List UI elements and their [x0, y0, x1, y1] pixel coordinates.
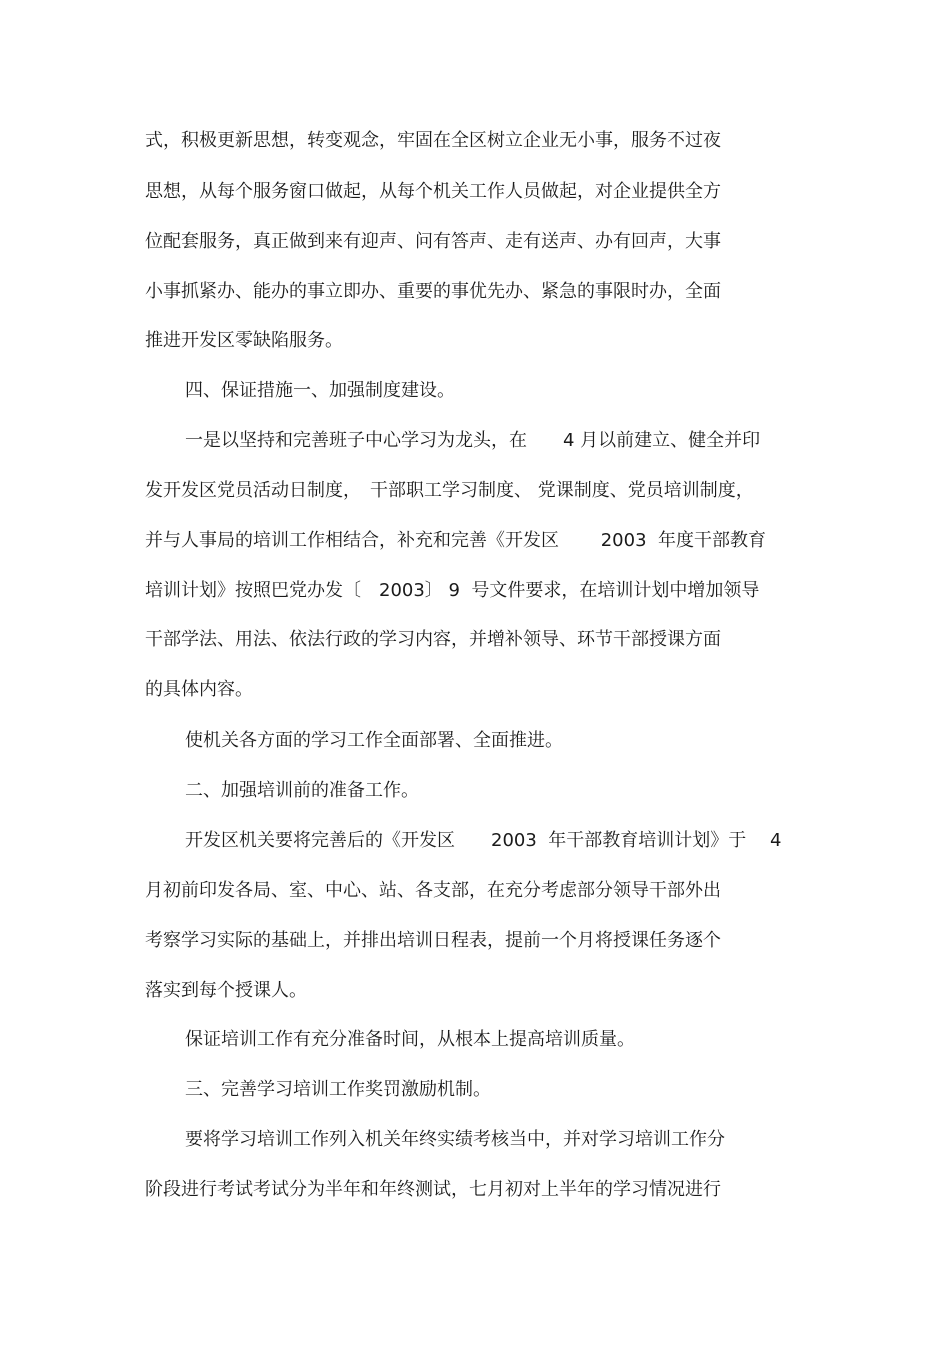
body-text-line: 并与人事局的培训工作相结合，补充和完善《开发区 2003 年度干部教育 [145, 530, 766, 551]
section-heading: 四、保证措施一、加强制度建设。 [185, 380, 455, 401]
body-text-line: 的具体内容。 [145, 679, 253, 700]
body-text-line: 开发区机关要将完善后的《开发区 2003 年干部教育培训计划》于 4 [185, 830, 782, 851]
body-text-line: 保证培训工作有充分准备时间，从根本上提高培训质量。 [185, 1029, 635, 1050]
body-text-line: 干部学法、用法、依法行政的学习内容，并增补领导、环节干部授课方面 [145, 629, 721, 650]
body-text-line: 落实到每个授课人。 [145, 980, 307, 1001]
body-text-line: 推进开发区零缺陷服务。 [145, 330, 343, 351]
body-text-line: 考察学习实际的基础上，并排出培训日程表，提前一个月将授课任务逐个 [145, 930, 721, 951]
section-heading: 二、加强培训前的准备工作。 [185, 780, 419, 801]
section-heading: 三、完善学习培训工作奖罚激励机制。 [185, 1079, 491, 1100]
body-text-line: 培训计划》按照巴党办发〔 2003〕 9 号文件要求，在培训计划中增加领导 [145, 580, 760, 601]
body-text-line: 使机关各方面的学习工作全面部署、全面推进。 [185, 730, 563, 751]
body-text-line: 小事抓紧办、能办的事立即办、重要的事优先办、紧急的事限时办，全面 [145, 281, 721, 302]
body-text-line: 位配套服务，真正做到来有迎声、问有答声、走有送声、办有回声，大事 [145, 231, 721, 252]
body-text-line: 式，积极更新思想，转变观念，牢固在全区树立企业无小事，服务不过夜 [145, 130, 721, 151]
body-text-line: 阶段进行考试考试分为半年和年终测试，七月初对上半年的学习情况进行 [145, 1179, 721, 1200]
body-text-line: 思想，从每个服务窗口做起，从每个机关工作人员做起，对企业提供全方 [145, 181, 721, 202]
body-text-line: 要将学习培训工作列入机关年终实绩考核当中，并对学习培训工作分 [185, 1129, 725, 1150]
body-text-line: 发开发区党员活动日制度， 干部职工学习制度、 党课制度、党员培训制度， [145, 480, 754, 501]
body-text-line: 一是以坚持和完善班子中心学习为龙头，在 4 月以前建立、健全并印 [185, 430, 761, 451]
body-text-line: 月初前印发各局、室、中心、站、各支部，在充分考虑部分领导干部外出 [145, 880, 721, 901]
